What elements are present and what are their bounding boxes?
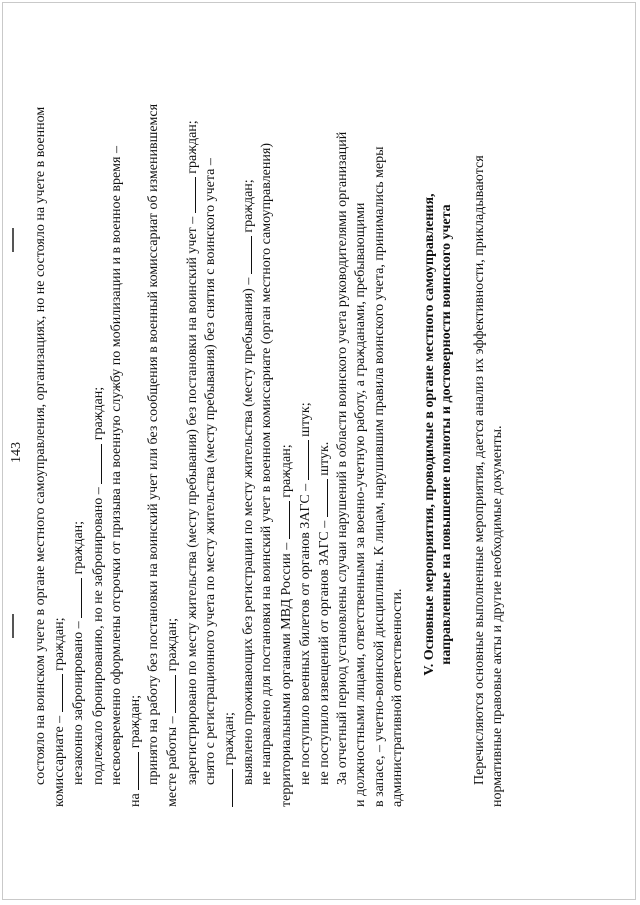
text-line [183,62,202,807]
fill-in-blank [183,177,196,213]
fill-in-blank [89,444,102,484]
text-line [277,62,296,807]
text-line [471,62,489,807]
text-span: граждан; [128,694,144,749]
text-span: на [128,793,144,807]
text-line [352,62,370,807]
text-span: зарегистрировано по месту жительства (месту пребывания) без постановки на воинский учет – [184,216,200,785]
text-span: снято с регистрационного учета по месту жительства (месту пребывания) без снятия с воинского учета – [202,158,218,785]
section-heading-line: направленные на повышение полноты и достоверности воинского учета [439,204,455,665]
fill-in-blank [220,769,233,807]
text-span: подлежало бронированию, но не забронировано – [90,487,106,785]
fill-in-blank [50,674,63,712]
section-heading [421,62,455,807]
text-line [50,62,69,807]
text-span: незаконно забронировано – [71,621,87,785]
text-line [296,62,315,807]
fill-in-blank [315,479,328,517]
text-span: граждан; [165,617,181,672]
text-line [389,62,407,807]
text-line [145,62,163,807]
text-line [202,62,220,807]
text-span: административной ответственности. [389,588,405,807]
text-span: в запасе, – учетно-воинской дисциплины. К лицам, нарушившим правила воинского учета, принимались меры [371,146,387,807]
text-span: комиссариате – [52,715,68,807]
text-span: нормативные правовые акты и другие необходимые документы. [490,425,506,807]
text-span: Перечисляются основные выполненные мероприятия, дается анализ их эффективности, прикладываются [472,155,488,785]
text-line [239,62,258,807]
text-line [220,62,239,807]
fill-in-blank [163,675,176,713]
text-line [315,62,334,807]
text-line [89,62,108,807]
text-span: и должностными лицами, ответственными за военно-учетную работу, а гражданами, пребывающими [353,202,369,807]
text-line [69,62,88,807]
text-line [371,62,389,807]
document-body [32,62,507,807]
text-span: граждан; [222,712,238,766]
text-span: несвоевременно оформлены отсрочки от призыва на военную службу по мобилизации и в военное время – [108,146,124,785]
text-line [258,62,276,807]
fill-in-blank [296,440,309,480]
fill-in-blank [239,236,252,274]
text-span: штук; [297,402,313,437]
text-line [108,62,126,807]
fill-in-blank [69,578,82,618]
text-span: граждан; [71,520,87,575]
text-span: граждан; [278,444,294,498]
fill-in-blank [277,501,290,539]
text-span: состояло на воинском учете в органе местного самоуправления, организациях, но не состояло на учете в военном [33,106,48,785]
text-span: граждан; [90,386,106,441]
text-span: За отчетный период установлены случаи нарушений в области воинского учета руководителями организаций [335,131,351,785]
text-span: не поступило военных билетов от органов ЗАГС – [297,483,313,785]
text-span: граждан; [241,179,257,233]
text-span: не поступило извещений от органов ЗАГС – [317,520,333,785]
text-line [126,62,145,807]
page-number: 143 [9,442,24,463]
text-span: выявлено проживающих без регистрации по месту жительства (месту пребывания) – [241,277,257,785]
text-line [489,62,507,807]
section-heading-line: V. Основные мероприятия, проводимые в органе местного самоуправления, [422,193,438,676]
text-span: не направлено для постановки на воинский учет в военном комиссариате (орган местного самоуправления) [259,143,275,785]
text-span: штук. [317,441,333,476]
text-span: граждан; [184,120,200,174]
text-line [163,62,182,807]
fill-in-blank [126,752,139,790]
text-line [32,62,50,807]
text-span: принято на работу без постановки на воинский учет или без сообщения в военный комиссариат об изменившемся [146,103,162,785]
text-span: месте работы – [165,716,181,807]
text-span: граждан; [52,617,68,671]
text-line [334,62,352,807]
text-span: территориальными органами МВД России – [278,542,294,807]
